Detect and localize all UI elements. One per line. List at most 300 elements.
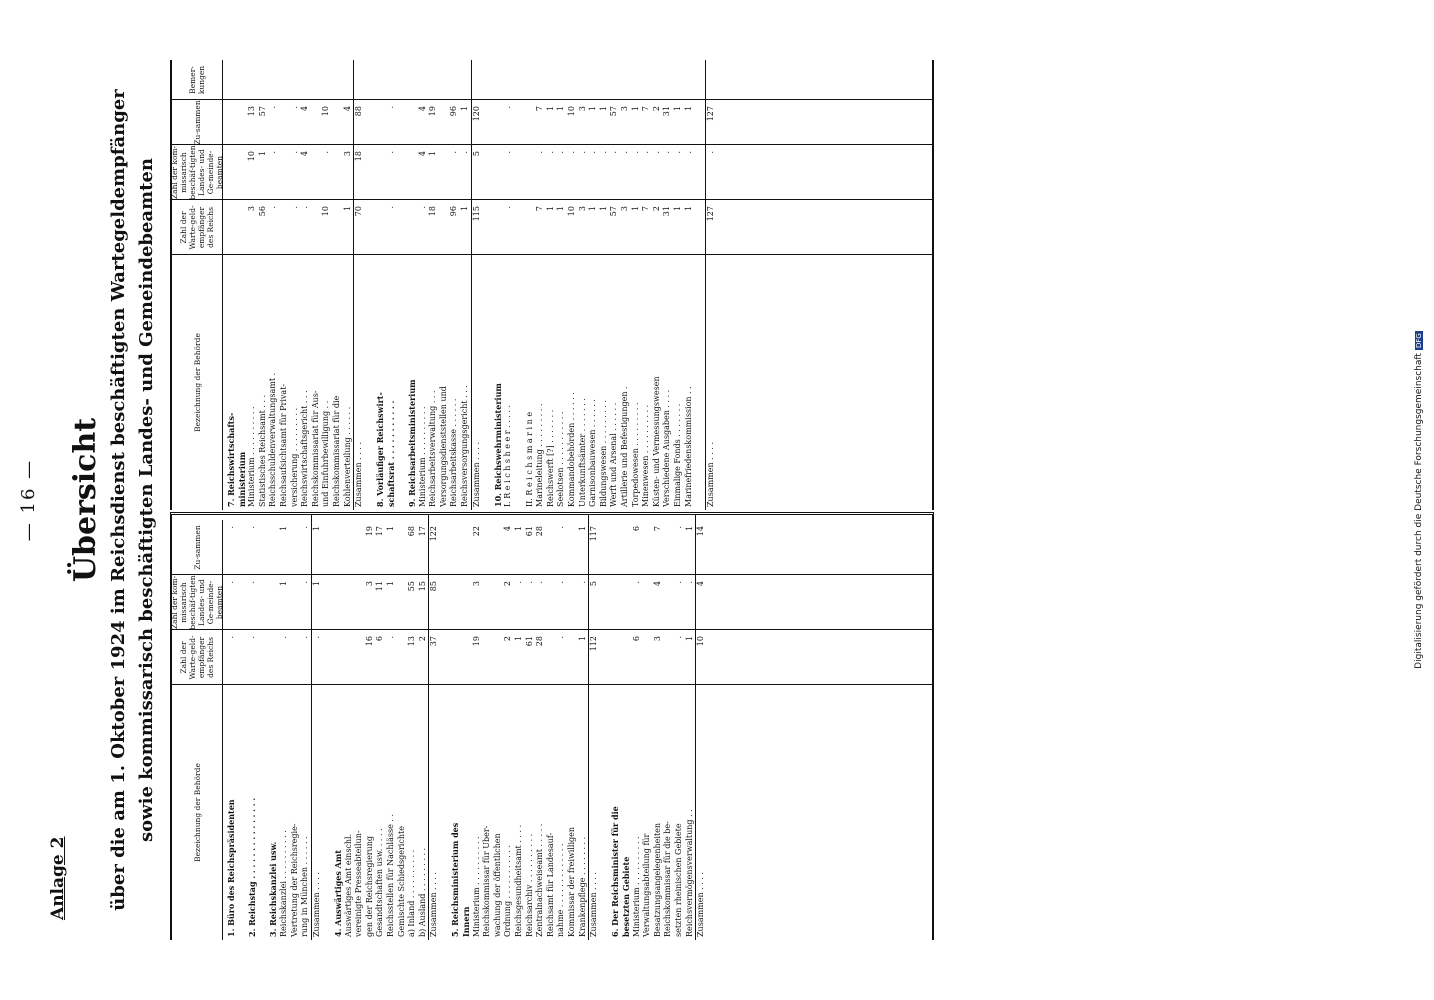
row-value-bb: . <box>321 151 331 154</box>
table-row <box>460 60 471 510</box>
row-value-c: 4 <box>342 106 352 112</box>
row-value-a: . <box>556 636 566 639</box>
row-desc: und Einfuhrbewilligung . . <box>321 400 331 507</box>
table-row <box>428 515 440 940</box>
row-value-a: 19 <box>471 636 481 647</box>
row-desc: Auswärtiges Amt einschl. <box>343 833 353 937</box>
row-value-c: 120 <box>471 106 481 122</box>
row-value-a: 37 <box>429 636 439 647</box>
row-desc: Minenwesen . . . . . . . . . . <box>641 404 651 507</box>
row-desc: Marineleitung . . . . . . . . . <box>535 403 545 507</box>
table-row <box>653 515 664 940</box>
table-row <box>365 60 376 510</box>
table-row <box>662 60 673 510</box>
row-desc: Statistisches Reichsamt . . . <box>257 394 267 507</box>
row-desc: Reichsarchiv . . . . . . . . . . <box>524 833 534 937</box>
row-value-bb: . <box>588 151 598 154</box>
table-row <box>546 60 557 510</box>
row-value-a: 1 <box>342 206 352 212</box>
table-row <box>311 60 322 510</box>
row-desc: nahme . . . . . . . . . . . . . <box>556 843 566 937</box>
table-row <box>407 515 418 940</box>
col-header-bemerkungen: Bemer-kungen <box>172 60 223 100</box>
row-value-c: 68 <box>407 526 417 537</box>
row-value-a: 16 <box>364 636 374 647</box>
col-header-zusammen: Zu-sammen <box>172 520 223 575</box>
row-value-c: 6 <box>631 526 641 532</box>
row-value-bb: . <box>460 151 470 154</box>
table-row <box>290 515 301 940</box>
row-value-c: 3 <box>577 106 587 112</box>
table-row <box>247 515 258 940</box>
row-desc: 9. Reichsarbeitsministerium <box>407 379 418 507</box>
row-value-a: 1 <box>630 206 640 212</box>
row-value-bb: . <box>268 151 278 154</box>
row-desc: 5. Reichsministerium des <box>450 822 461 937</box>
row-value-bb: 2 <box>503 581 513 587</box>
row-desc: Kohlenverteilung . . . . . . <box>342 406 352 507</box>
row-value-a: 115 <box>471 206 481 222</box>
row-value-c: 88 <box>354 106 364 117</box>
row-value-bb: . <box>247 581 257 584</box>
row-value-a: 56 <box>257 206 267 217</box>
row-value-bb: . <box>289 151 299 154</box>
row-value-bb: . <box>514 581 524 584</box>
row-value-a: . <box>300 636 310 639</box>
row-desc: besetzten Gebiete <box>620 856 631 937</box>
row-value-a: . <box>503 206 513 209</box>
row-value-bb: . <box>683 151 693 154</box>
row-value-bb: . <box>449 151 459 154</box>
row-value-bb: 4 <box>652 581 662 587</box>
table-row <box>472 515 483 940</box>
table-row <box>461 515 472 940</box>
table-row <box>684 60 695 510</box>
row-desc: Artillerie und Befestigungen . <box>619 386 629 507</box>
row-value-c: . <box>268 106 278 109</box>
row-desc: Zusammen . . . . <box>705 442 715 507</box>
row-desc: Reichsversorgungsgericht . . . <box>460 385 470 507</box>
table-row <box>290 60 301 510</box>
col-header-wartegeld-right: Zahl der Warte-geld-empfänger des Reichs <box>172 200 223 255</box>
table-row <box>482 60 493 510</box>
row-desc: rung in München . . . . . . <box>300 836 310 937</box>
row-desc: vereinigte Presseabteilun- <box>354 830 364 937</box>
row-value-a: 57 <box>609 206 619 217</box>
row-value-c: . <box>385 106 395 109</box>
row-desc: b) Ausland . . . . . . . . . <box>417 847 427 937</box>
row-value-a: 13 <box>407 636 417 647</box>
row-value-bb: . <box>300 581 310 584</box>
row-value-bb: . <box>385 151 395 154</box>
row-value-a: . <box>417 206 427 209</box>
table-row <box>631 60 642 510</box>
row-value-a: 10 <box>696 636 706 647</box>
row-value-c: 127 <box>705 106 715 122</box>
row-desc: Besatzungsangelegenheiten <box>652 822 662 937</box>
row-desc: Gemischte Schiedsgerichte <box>396 826 406 937</box>
row-value-a: . <box>385 206 395 209</box>
table-row <box>535 60 546 510</box>
row-value-c: 7 <box>652 526 662 532</box>
row-value-c: . <box>247 526 257 529</box>
row-desc: Reichsschuldenverwaltungsamt . <box>268 372 278 507</box>
row-value-a: 7 <box>641 206 651 212</box>
row-value-c: 22 <box>471 526 481 537</box>
row-value-bb: . <box>524 581 534 584</box>
row-desc: Bildungswesen . . . . . . . . . <box>598 400 608 507</box>
table-row <box>578 515 589 940</box>
row-desc: Reichskommissar für Über- <box>482 825 492 937</box>
table-row <box>397 515 408 940</box>
row-value-bb: 1 <box>311 581 321 587</box>
row-desc: 4. Auswärtiges Amt <box>332 849 343 937</box>
row-value-a: 1 <box>460 206 470 212</box>
row-value-a: 1 <box>577 636 587 642</box>
row-value-c: 19 <box>428 106 438 117</box>
row-value-a: 61 <box>524 636 534 647</box>
row-desc: a) Inland . . . . . . . . . . <box>407 849 417 937</box>
row-value-c: . <box>289 106 299 109</box>
table-row <box>300 515 311 940</box>
row-value-c: 1 <box>385 526 395 532</box>
table-row <box>525 60 536 510</box>
row-desc: Werft und Arsenal . . . . . . <box>609 402 619 507</box>
row-desc: Versorgungsdienststellen und <box>438 386 448 507</box>
row-value-bb: 10 <box>247 151 257 162</box>
row-desc: 7. Reichswirtschafts- <box>226 412 236 507</box>
row-desc: II. R e i c h s m a r i n e <box>524 411 534 507</box>
row-value-a: 28 <box>535 636 545 647</box>
row-value-bb: 4 <box>300 151 310 157</box>
table-row <box>620 60 631 510</box>
row-desc: Verwaltungsabteilung für <box>642 833 652 937</box>
row-desc: 1. Büro des Reichspräsidenten <box>226 799 236 937</box>
row-desc: Reichsarbeitskasse . . . . . . <box>449 398 459 507</box>
row-value-c: 28 <box>535 526 545 537</box>
row-value-c: 1 <box>672 106 682 112</box>
row-desc: Kommandobehörden . . . . . . <box>567 392 576 507</box>
table-row <box>673 60 684 510</box>
page-title: Übersicht <box>68 417 103 583</box>
row-value-a: 6 <box>631 636 641 642</box>
row-value-c: 1 <box>545 106 555 112</box>
col-header-kommissarisch: Zahl der kom-missarisch beschäf-tigten Landes- und Ge-meinde-beamten <box>170 575 224 630</box>
table-row <box>503 60 514 510</box>
table-row <box>343 60 354 510</box>
row-value-bb: 55 <box>407 581 417 592</box>
row-value-a: 3 <box>652 636 662 642</box>
row-value-a: 18 <box>428 206 438 217</box>
row-desc: Reichsgesundheitsamt . . . . <box>514 824 524 937</box>
table-row <box>588 515 600 940</box>
table-row <box>365 515 376 940</box>
table-row <box>695 515 707 940</box>
row-value-bb: 3 <box>364 581 374 587</box>
table-row <box>610 515 621 940</box>
row-desc: versicherung . . . . . . . . . <box>289 407 299 507</box>
subtitle-line-1: über die am 1. Oktober 1924 im Reichsdienst beschäftigten Wartegeldempfänger <box>108 89 129 911</box>
row-value-c: 17 <box>375 526 385 537</box>
row-value-bb: 1 <box>385 581 395 587</box>
row-value-c: 1 <box>630 106 640 112</box>
row-desc: Ministerium . . . . . . . . . . <box>417 406 427 507</box>
row-value-c: 4 <box>300 106 310 112</box>
row-value-bb: . <box>577 151 587 154</box>
row-value-a: 96 <box>449 206 459 217</box>
row-desc: 2. Reichstag . . . . . . . . . . . . . . . <box>247 797 258 937</box>
row-value-bb: 1 <box>278 581 288 587</box>
row-value-c: 10 <box>321 106 331 117</box>
row-desc: Ministerium . . . . . . . . . . <box>631 836 641 937</box>
row-value-bb: 1 <box>428 151 438 157</box>
row-value-bb: 3 <box>471 581 481 587</box>
table-row <box>386 60 397 510</box>
table-row <box>641 60 652 510</box>
row-value-c: 2 <box>651 106 661 112</box>
row-desc: Reichswirtschaftsgericht . . . <box>300 390 310 507</box>
table-row <box>268 515 279 940</box>
row-desc: 3. Reichskanzlei usw. <box>268 841 279 937</box>
table-row <box>258 60 269 510</box>
row-value-c: . <box>503 106 513 109</box>
col-header-zusammen-right: Zu-sammen <box>172 100 223 145</box>
row-desc: Krankenpflege . . . . . . . . <box>577 836 587 937</box>
row-value-c: 1 <box>683 106 693 112</box>
row-value-c: 57 <box>257 106 267 117</box>
table-row <box>556 60 567 510</box>
row-value-a: 6 <box>375 636 385 642</box>
table-row <box>546 515 557 940</box>
table-row <box>440 515 451 940</box>
row-value-a: 1 <box>514 636 524 642</box>
row-value-bb: . <box>556 151 566 154</box>
table-row <box>525 515 536 940</box>
table-left-rows <box>226 515 707 940</box>
row-value-a: . <box>300 206 310 209</box>
row-desc: Einmalige Fonds . . . . . . . <box>672 403 682 507</box>
row-value-a: . <box>268 206 278 209</box>
table-row <box>567 60 578 510</box>
row-value-a: 70 <box>354 206 364 217</box>
table-row <box>493 515 504 940</box>
row-desc: Zentralnachweiseamt . . . . . <box>535 823 545 937</box>
row-desc: Reichsaufsichtsamt für Privat- <box>278 383 288 507</box>
table-row <box>322 515 333 940</box>
table-row <box>332 60 343 510</box>
table-row <box>247 60 258 510</box>
table-left <box>170 512 934 940</box>
row-value-bb: . <box>684 581 694 584</box>
table-row <box>674 515 685 940</box>
row-desc: schaftsrat . . . . . . . . . . . <box>385 400 396 507</box>
row-value-a: 1 <box>672 206 682 212</box>
table-row <box>609 60 620 510</box>
table-row <box>599 60 610 510</box>
row-desc: Zusammen . . . . <box>354 442 364 507</box>
footer-credit <box>1414 0 1424 1000</box>
row-desc: Ministerium . . . . . . . . . . <box>247 406 257 507</box>
row-value-a: . <box>247 636 257 639</box>
row-desc: Küsten- und Vermessungswesen <box>651 376 661 507</box>
row-desc: Kommissar der freiwilligen <box>567 826 576 937</box>
table-row <box>279 60 290 510</box>
row-value-c: 1 <box>556 106 566 112</box>
row-value-a: . <box>673 636 683 639</box>
row-value-bb: . <box>577 581 587 584</box>
row-value-bb: . <box>673 581 683 584</box>
row-value-a: 1 <box>683 206 693 212</box>
row-desc: Marinefriedenskommission . . <box>683 386 693 507</box>
dfg-logo: DFG <box>1415 333 1423 349</box>
table-row <box>226 515 237 940</box>
table-right <box>170 60 934 510</box>
row-value-a: 1 <box>684 636 694 642</box>
col-header-wartegeld: Zahl der Warte-geld-empfänger des Reichs <box>172 630 223 685</box>
row-value-bb: . <box>662 151 672 154</box>
row-value-a: 127 <box>705 206 715 222</box>
row-value-bb: 4 <box>696 581 706 587</box>
table-row <box>482 515 493 940</box>
row-desc: wachung der öffentlichen <box>492 833 502 937</box>
row-value-c: . <box>673 526 683 529</box>
row-value-bb: . <box>545 151 555 154</box>
row-value-c: 14 <box>696 526 706 537</box>
row-value-a: 3 <box>619 206 629 212</box>
row-desc: Reichskommissariat für die <box>331 395 341 507</box>
row-value-c: 17 <box>417 526 427 537</box>
table-row <box>705 60 717 510</box>
table-right-rows <box>226 60 716 510</box>
subtitle-line-2: sowie kommissarisch beschäftigten Landes- und Gemeindebeamten <box>136 158 157 843</box>
row-value-bb: . <box>705 151 715 154</box>
table-row <box>493 60 504 510</box>
table-row <box>556 515 567 940</box>
page-number: — 16 — <box>18 458 39 542</box>
row-value-c: 57 <box>609 106 619 117</box>
row-value-a: 31 <box>662 206 672 217</box>
table-row <box>375 515 386 940</box>
row-desc: Innern <box>461 906 472 937</box>
row-value-bb: . <box>535 151 545 154</box>
table-row <box>428 60 439 510</box>
row-value-c: . <box>226 526 235 529</box>
row-value-bb: . <box>503 151 513 154</box>
table-row <box>418 515 429 940</box>
table-row <box>353 60 365 510</box>
row-desc: Zusammen . . . . <box>696 872 706 937</box>
table-row <box>471 60 483 510</box>
footer-text: Digitalisierung gefördert durch die Deutsche Forschungsgemeinschaft <box>1414 353 1424 669</box>
table-row <box>226 60 237 510</box>
table-row <box>237 515 248 940</box>
table-row <box>514 515 525 940</box>
row-value-c: 13 <box>247 106 257 117</box>
row-value-bb: . <box>619 151 629 154</box>
table-row <box>685 515 696 940</box>
row-value-c: 96 <box>449 106 459 117</box>
table-row <box>344 515 355 940</box>
row-value-c: 4 <box>417 106 427 112</box>
col-header-desc: Bezeichnung der Behörde <box>172 685 223 940</box>
row-value-bb: . <box>609 151 619 154</box>
row-value-c: 31 <box>662 106 672 117</box>
table-row <box>449 60 460 510</box>
row-desc: Ordnung . . . . . . . . . . . <box>503 844 513 937</box>
table-row <box>642 515 653 940</box>
row-value-bb: 15 <box>417 581 427 592</box>
row-value-bb: 3 <box>342 151 352 157</box>
row-desc: Zusammen . . . . <box>471 442 481 507</box>
row-value-c: 1 <box>577 526 587 532</box>
row-value-a: 1 <box>556 206 566 212</box>
row-value-bb: . <box>630 151 640 154</box>
row-value-bb: 85 <box>429 581 439 592</box>
table-row <box>621 515 632 940</box>
row-value-c: 1 <box>278 526 288 532</box>
row-value-a: 10 <box>321 206 331 217</box>
table-row <box>578 60 589 510</box>
table-row <box>321 60 332 510</box>
row-desc: Reichsarbeitsverwaltung . . . <box>428 390 438 507</box>
row-value-c: 10 <box>567 106 576 117</box>
row-desc: Reichskommissariat für Aus- <box>310 390 320 507</box>
table-row <box>600 515 611 940</box>
table-row <box>237 60 248 510</box>
row-desc: I. R e i c h s h e e r . . . . . <box>503 404 513 507</box>
row-desc: Torpedowesen . . . . . . . . . <box>630 402 640 507</box>
appendix-label: Anlage 2 <box>48 836 68 920</box>
row-value-c: 7 <box>641 106 651 112</box>
row-value-a: 112 <box>589 636 599 652</box>
col-header-desc-right: Bezeichnung der Behörde <box>172 255 223 510</box>
row-value-bb: 18 <box>354 151 364 162</box>
row-desc: Ministerium . . . . . . . . . . <box>471 836 481 937</box>
row-value-bb: 4 <box>417 151 427 157</box>
table-row <box>407 60 418 510</box>
row-value-a: . <box>278 636 288 639</box>
row-desc: Reichsvermögensverwaltung . . <box>684 809 694 937</box>
row-desc: Garnisonbauwesen . . . . . . <box>588 399 598 507</box>
row-desc: Zusammen . . . . <box>429 872 439 937</box>
row-desc: Verschiedene Ausgaben . . . . <box>662 389 672 507</box>
row-value-a: . <box>385 636 395 639</box>
row-value-c: 4 <box>503 526 513 532</box>
row-value-a: . <box>289 206 299 209</box>
row-value-bb: . <box>651 151 661 154</box>
row-value-a: 3 <box>577 206 587 212</box>
row-value-c: 117 <box>589 526 599 542</box>
row-desc: 8. Vorläufiger Reichswirt- <box>375 392 386 507</box>
table-row <box>279 515 290 940</box>
row-desc: ministerium <box>236 451 247 507</box>
row-value-bb: . <box>535 581 545 584</box>
row-desc: 10. Reichswehrministerium <box>492 383 503 507</box>
row-value-bb: . <box>556 581 566 584</box>
table-row <box>268 60 279 510</box>
row-value-c: 61 <box>524 526 534 537</box>
row-value-bb: . <box>226 581 235 584</box>
row-desc: Zusammen . . . . <box>311 872 321 937</box>
row-desc: Reichskanzlei . . . . . . . . . . <box>278 830 288 937</box>
row-value-c: 3 <box>619 106 629 112</box>
row-desc: Reichswerft [?] . . . . . . . <box>545 409 555 507</box>
row-value-c: . <box>556 526 566 529</box>
row-value-a: . <box>311 636 321 639</box>
row-desc: Zusammen . . . . <box>589 872 599 937</box>
table-row <box>375 60 386 510</box>
table-row <box>386 515 397 940</box>
